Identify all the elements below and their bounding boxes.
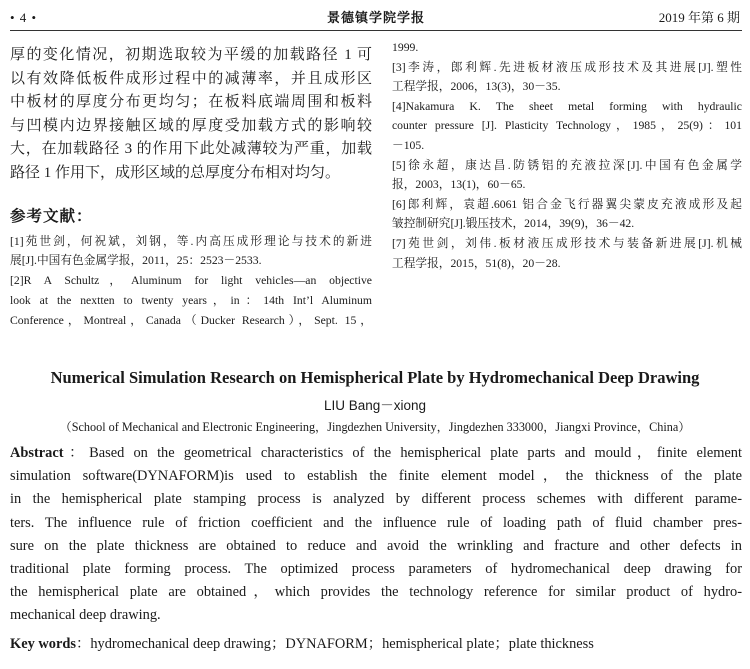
reference-line: 工程学报，2015，51(8)，20－28. bbox=[392, 256, 561, 270]
reference-line: 1999. bbox=[392, 41, 419, 54]
body-line: 与凹模内边界接触区域的厚度受加载方式的影响较 bbox=[10, 117, 372, 134]
reference-line: [6]郎利辉，袁超.6061 铝合金飞行器翼尖蒙皮充液成形及起 bbox=[392, 197, 742, 211]
body-line: 大，在加载路径 3 的作用下此处减薄较为严重，加载 bbox=[10, 141, 372, 158]
left-column bbox=[10, 44, 372, 331]
english-title: Numerical Simulation Research on Hemispherical Plate by Hydromechanical Deep Drawing bbox=[50, 368, 700, 387]
reference-line: [5]徐永超，康达昌.防锈铝的充液拉深[J].中国有色金属学 bbox=[392, 158, 742, 172]
page-number: • 4 • bbox=[10, 10, 38, 25]
english-abstract bbox=[10, 442, 742, 628]
english-keywords bbox=[10, 633, 594, 656]
reference-line: [3]李涛，郎利辉.先进板材液压成形技术及其进展[J].塑性 bbox=[392, 60, 742, 74]
abstract-text: ：Based on the geometrical characteristics of the hemispherical plate parts and mould，finite element bbox=[63, 445, 742, 461]
body-line: 路径 1 作用下，成形区域的总厚度分布相对均匀。 bbox=[10, 164, 341, 181]
reference-line: 皱控制研究[J].锻压技术，2014，39(9)，36－42. bbox=[392, 217, 635, 231]
body-line: 以有效降低板件成形过程中的减薄率，并且成形区 bbox=[10, 70, 372, 87]
issue-label: 2019 年第 6 期 bbox=[658, 10, 740, 25]
body-line: 中板材的厚度分布更均匀；在板料底端周围和板料 bbox=[10, 94, 372, 111]
abstract-line: the hemispherical plate are obtained，which provides the technology reference for similar product of hydro- bbox=[10, 584, 742, 601]
reference-line: [7]苑世剑，刘伟.板材液压成形技术与装备新进展[J].机械 bbox=[392, 236, 742, 250]
abstract-line: ters. The influence rule of friction coefficient and the influence rule of loading path of fluid chamber pres- bbox=[10, 514, 742, 531]
body-line: 厚的变化情况，初期选取较为平缓的加载路径 1 可 bbox=[10, 47, 372, 63]
reference-line: 报，2003，13(1)，60－65. bbox=[392, 178, 526, 192]
english-author: LIU Bang－xiong bbox=[323, 398, 427, 413]
page-header bbox=[10, 6, 742, 31]
abstract-line: traditional plate forming process. The optimized process parameters of hydromechanical deep drawing for bbox=[10, 561, 742, 578]
right-column bbox=[392, 41, 742, 273]
reference-line: [1]苑世剑，何祝斌，刘钢，等.内高压成形理论与技术的新进 bbox=[10, 234, 372, 248]
reference-line: 工程学报，2006，13(3)，30－35. bbox=[392, 80, 561, 94]
reference-line: look at the nextten to twenty years，in：14th Int’l Aluminum bbox=[10, 293, 372, 307]
references-heading: 参考文献： bbox=[10, 206, 93, 225]
reference-line: －105. bbox=[392, 138, 425, 152]
reference-line: 展[J].中国有色金属学报，2011，25：2523－2533. bbox=[10, 254, 262, 268]
abstract-line: sure on the plate thickness are obtained to reduce and avoid the wrinkling and fracture and other defects in bbox=[10, 537, 742, 554]
body-text bbox=[10, 44, 372, 186]
keywords-label: Key words bbox=[10, 636, 76, 652]
reference-line: [2]R A Schultz，Aluminum for light vehicles—an objective bbox=[10, 274, 372, 288]
abstract-label: Abstract bbox=[10, 445, 64, 461]
journal-title: 景德镇学院学报 bbox=[326, 10, 425, 25]
english-affiliation: （School of Mechanical and Electronic Engineering，Jingdezhen University，Jingdezhen 333000，Jiangxi Province，China） bbox=[59, 420, 691, 434]
reference-line: Conference，Montreal，Canada（Ducker Research），Sept. 15， bbox=[10, 313, 372, 327]
reference-list bbox=[10, 232, 372, 331]
abstract-line bbox=[10, 442, 742, 465]
abstract-line: simulation software(DYNAFORM)is used to establish the finite element model，the thickness of the plate bbox=[10, 468, 742, 485]
reference-line: [4]Nakamura K. The sheet metal forming with hydraulic bbox=[392, 99, 742, 113]
abstract-line: mechanical deep drawing. bbox=[10, 607, 161, 624]
reference-line: counter pressure [J]. Plasticity Technology，1985，25(9)：101 bbox=[392, 119, 742, 133]
abstract-line: in the hemispherical plate stamping process is analyzed by different process schemes with different parame- bbox=[10, 491, 742, 508]
keywords-text: ：hydromechanical deep drawing；DYNAFORM；hemispherical plate；plate thickness bbox=[75, 636, 594, 652]
